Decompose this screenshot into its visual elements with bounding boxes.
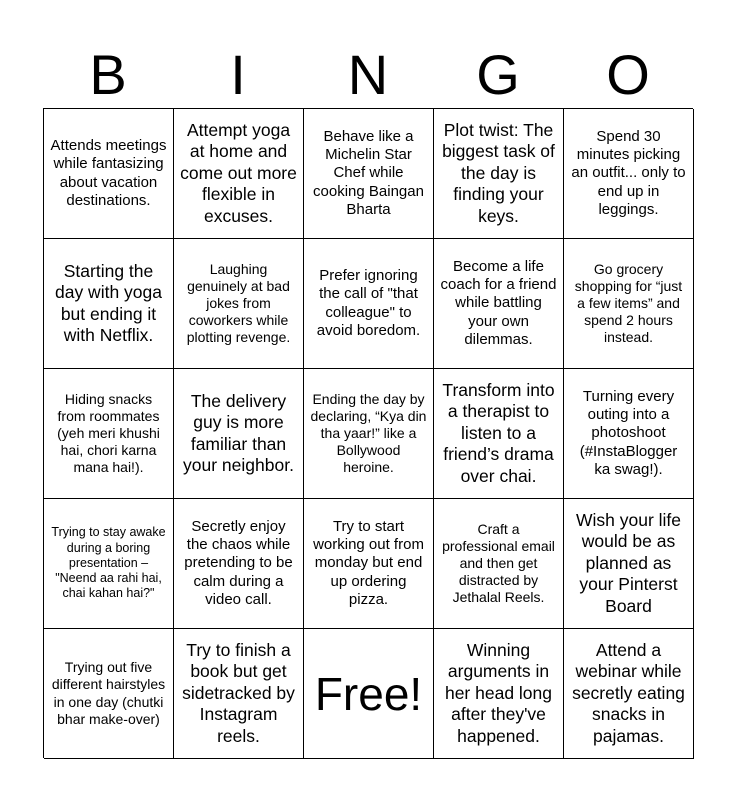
bingo-cell-r5c4[interactable] — [434, 629, 564, 759]
cell-text: Become a life coach for a friend while battling your own dilemmas. — [440, 257, 557, 348]
bingo-cell-r3c1[interactable] — [44, 369, 174, 499]
cell-text: Try to finish a book but get sidetracked by Instagram reels. — [182, 640, 295, 746]
bingo-cell-r4c5[interactable] — [564, 499, 694, 629]
bingo-cell-r3c3[interactable] — [304, 369, 434, 499]
cell-text: Attend a webinar while secretly eating snacks in pajamas. — [572, 640, 685, 746]
bingo-cell-r1c4[interactable] — [434, 109, 564, 239]
header-letter-b: B — [89, 43, 127, 106]
bingo-cell-r2c2[interactable] — [174, 239, 304, 369]
cell-text: Turning every outing into a photoshoot (#InstaBlogger ka swag!). — [579, 387, 678, 478]
cell-text: Secretly enjoy the chaos while pretending to be calm during a video call. — [184, 517, 293, 608]
bingo-card-grid — [43, 108, 693, 758]
header-letter-n: N — [347, 43, 389, 106]
bingo-header — [43, 44, 693, 106]
header-letter-g: G — [476, 43, 520, 106]
cell-text: Attends meetings while fantasizing about vacation destinations. — [50, 136, 167, 209]
bingo-cell-r1c2[interactable] — [174, 109, 304, 239]
bingo-cell-r1c1[interactable] — [44, 109, 174, 239]
cell-text: Attempt yoga at home and come out more flexible in excuses. — [180, 120, 297, 226]
bingo-cell-r1c3[interactable] — [304, 109, 434, 239]
cell-text: Craft a professional email and then get distracted by Jethalal Reels. — [442, 520, 555, 606]
cell-text: Ending the day by declaring, “Kya din tha yaar!” like a Bollywood heroine. — [310, 390, 427, 476]
bingo-cell-r4c2[interactable] — [174, 499, 304, 629]
bingo-cell-r4c4[interactable] — [434, 499, 564, 629]
cell-text: Behave like a Michelin Star Chef while cooking Baingan Bharta — [313, 127, 424, 218]
free-space-text: Free! — [314, 667, 423, 720]
cell-text: Transform into a therapist to listen to a friend’s drama over chai. — [442, 380, 555, 486]
bingo-cell-r4c3[interactable] — [304, 499, 434, 629]
cell-text: Plot twist: The biggest task of the day is finding your keys. — [442, 120, 555, 226]
bingo-cell-r4c1[interactable] — [44, 499, 174, 629]
cell-text: Hiding snacks from roommates (yeh meri khushi hai, chori karna mana hai!). — [57, 390, 160, 476]
cell-text: Spend 30 minutes picking an outfit... only to end up in leggings. — [571, 127, 686, 218]
cell-text: Wish your life would be as planned as your Pinterst Board — [575, 510, 682, 616]
bingo-cell-r2c3[interactable] — [304, 239, 434, 369]
cell-text: Go grocery shopping for “just a few items” and spend 2 hours instead. — [574, 260, 683, 346]
bingo-cell-r2c5[interactable] — [564, 239, 694, 369]
cell-text: The delivery guy is more familiar than your neighbor. — [183, 390, 294, 475]
cell-text: Winning arguments in her head long after they've happened. — [444, 640, 553, 746]
bingo-cell-r5c5[interactable] — [564, 629, 694, 759]
header-letter-o: O — [606, 43, 650, 106]
bingo-cell-r2c4[interactable] — [434, 239, 564, 369]
cell-text: Prefer ignoring the call of "that colleague" to avoid boredom. — [316, 266, 421, 339]
cell-text: Trying out five different hairstyles in one day (chutki bhar make-over) — [51, 659, 166, 727]
bingo-cell-r3c4[interactable] — [434, 369, 564, 499]
cell-text: Try to start working out from monday but end up ordering pizza. — [313, 517, 424, 608]
bingo-cell-r3c5[interactable] — [564, 369, 694, 499]
cell-text: Trying to stay awake during a boring presentation – "Neend aa rahi hai, chai kahan hai?" — [51, 525, 166, 601]
cell-text: Laughing genuinely at bad jokes from coworkers while plotting revenge. — [186, 260, 291, 346]
bingo-cell-r5c1[interactable] — [44, 629, 174, 759]
cell-text: Starting the day with yoga but ending it with Netflix. — [54, 260, 162, 345]
bingo-cell-r2c1[interactable] — [44, 239, 174, 369]
bingo-cell-free-space[interactable] — [304, 629, 434, 759]
header-letter-i: I — [230, 43, 246, 106]
bingo-cell-r5c2[interactable] — [174, 629, 304, 759]
bingo-cell-r1c5[interactable] — [564, 109, 694, 239]
bingo-cell-r3c2[interactable] — [174, 369, 304, 499]
